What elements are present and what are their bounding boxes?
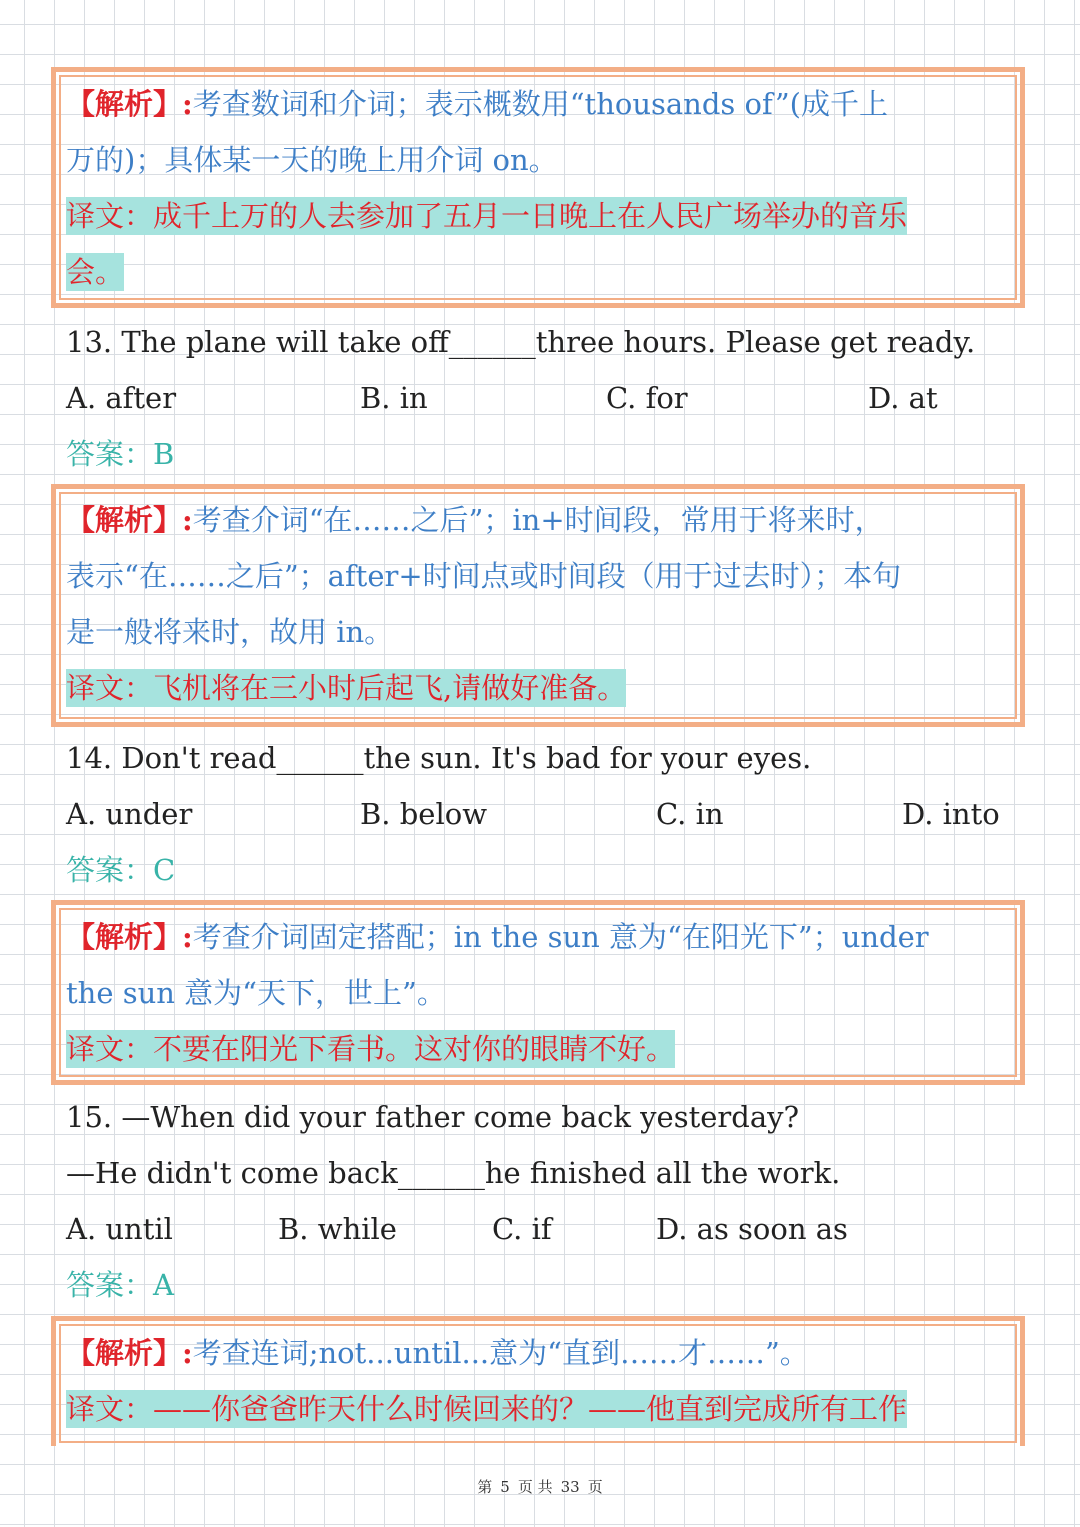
analysis-label: 【解析】: (66, 87, 193, 121)
option-c: C. if (492, 1212, 552, 1246)
analysis-label: 【解析】: (66, 920, 193, 954)
analysis-line: 【解析】:考查介词固定搭配；in the sun 意为“在阳光下”；under (66, 920, 929, 954)
question-14: 14. Don't read______the sun. It's bad for your eyes. (66, 741, 812, 775)
analysis-line: 【解析】:考查介词“在……之后”；in+时间段，常用于将来时， (66, 503, 884, 537)
analysis-line: 【解析】:考查数词和介词；表示概数用“thousands of”(成千上 (66, 87, 888, 121)
translation-line: 译文：不要在阳光下看书。这对你的眼睛不好。 (66, 1032, 676, 1066)
answer-14: 答案：C (66, 853, 176, 887)
analysis-line: 【解析】:考查连词;not...until...意为“直到……才……”。 (66, 1336, 809, 1370)
analysis-line: 万的)；具体某一天的晚上用介词 on。 (66, 143, 558, 177)
option-b: B. in (360, 381, 428, 415)
question-15-line2: —He didn't come back______he finished all the work. (66, 1156, 841, 1190)
option-d: D. as soon as (656, 1212, 848, 1246)
translation-line: 译文：——你爸爸昨天什么时候回来的？——他直到完成所有工作 (66, 1392, 908, 1426)
option-d: D. at (868, 381, 938, 415)
translation-line: 译文：飞机将在三小时后起飞,请做好准备。 (66, 671, 627, 705)
option-c: C. for (606, 381, 688, 415)
option-c: C. in (656, 797, 724, 831)
translation-line: 会。 (66, 255, 125, 289)
translation-line: 译文：成千上万的人去参加了五月一日晚上在人民广场举办的音乐 (66, 199, 908, 233)
answer-15: 答案：A (66, 1268, 174, 1302)
total-pages: 33 (560, 1478, 580, 1496)
analysis-label: 【解析】: (66, 1336, 193, 1370)
question-13: 13. The plane will take off______three hours. Please get ready. (66, 325, 976, 359)
option-d: D. into (902, 797, 1000, 831)
question-15-line1: 15. —When did your father come back yesterday? (66, 1100, 800, 1134)
option-b: B. while (278, 1212, 397, 1246)
answer-13: 答案：B (66, 437, 175, 471)
option-a: A. after (66, 381, 177, 415)
analysis-line: 表示“在……之后”；after+时间点或时间段（用于过去时）；本句 (66, 559, 902, 593)
analysis-line: 是一般将来时，故用 in。 (66, 615, 394, 649)
page-number: 5 (500, 1478, 510, 1496)
analysis-label: 【解析】: (66, 503, 193, 537)
analysis-line: the sun 意为“天下，世上”。 (66, 976, 446, 1010)
page-footer: 第 5 页 共 33 页 (477, 1478, 603, 1496)
option-a: A. until (66, 1212, 173, 1246)
option-a: A. under (66, 797, 193, 831)
option-b: B. below (360, 797, 488, 831)
